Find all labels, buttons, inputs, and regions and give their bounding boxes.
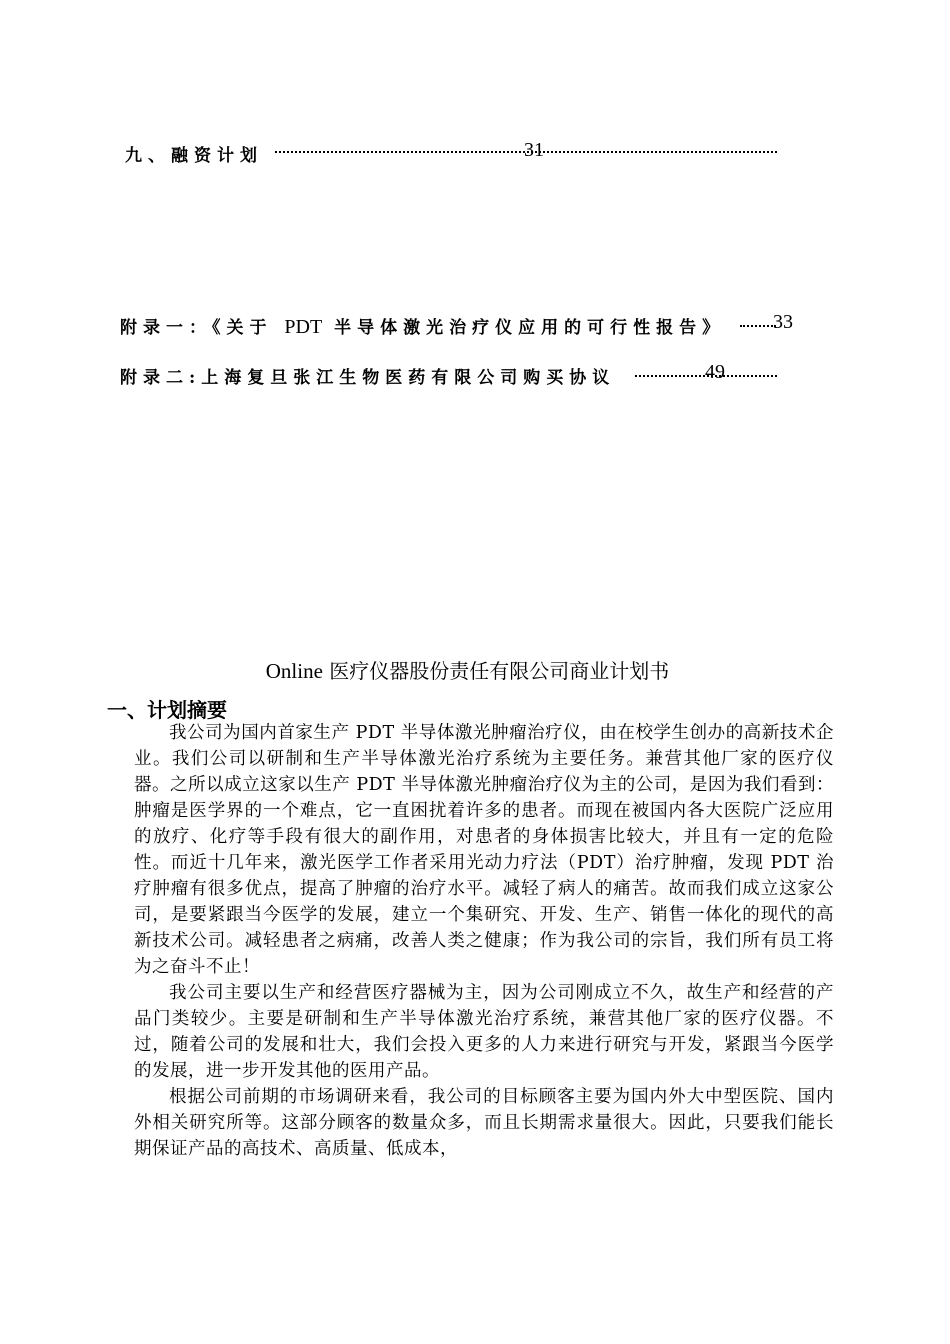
document-title: Online 医疗仪器股份责任有限公司商业计划书 xyxy=(265,659,670,683)
toc-leader-dots xyxy=(740,325,776,327)
toc-label: 附录一：《关于 PDT 半导体激光治疗仪应用的可行性报告》 xyxy=(120,316,726,338)
toc-page-number: 49 xyxy=(705,361,725,383)
toc-entry-appendix-1[interactable] xyxy=(0,311,950,341)
paragraph: 我公司主要以生产和经营医疗器械为主，因为公司刚成立不久，故生产和经营的产品门类较少。主要是研制和生产半导体激光治疗系统，兼营其他厂家的医疗仪器。不过，随着公司的发展和壮大，我们会投入更多的人力来进行研究与开发，紧跟当今医学的发展，进一步开发其他的医用产品。 xyxy=(134,983,834,1081)
paragraph: 我公司为国内首家生产 PDT 半导体激光肿瘤治疗仪，由在校学生创办的高新技术企业。我们公司以研制和生产半导体激光治疗系统为主要任务。兼营其他厂家的医疗仪器。之所以成立这家以生产 PDT 半导体激光肿瘤治疗仪为主的公司，是因为我们看到：肿瘤是医学界的一个难点，它一直困扰着许多的患者。而现在被国内各大医院广泛应用的放疗、化疗等手段有很大的副作用，对患者的身体损害比较大，并且有一定的危险性。而近十几年来，激光医学工作者采用光动力疗法（PDT）治疗肿瘤，发现 PDT 治疗肿瘤有很多优点，提高了肿瘤的治疗水平。减轻了病人的痛苦。故而我们成立这家公司，是要紧跟当今医学的发展，建立一个集研究、开发、生产、销售一体化的现代的高新技术公司。减轻患者之病痛，改善人类之健康；作为我公司的宗旨，我们所有员工将为之奋斗不止！ xyxy=(134,723,834,977)
toc-label: 九、融资计划 xyxy=(125,146,263,166)
body-text xyxy=(134,720,834,1162)
section-heading: 一、计划摘要 xyxy=(107,698,227,722)
toc-page-number: 31 xyxy=(524,139,544,161)
toc-label: 附录二:上海复旦张江生物医药有限公司购买协议 xyxy=(120,368,616,388)
toc-page-number: 33 xyxy=(773,311,793,333)
paragraph: 根据公司前期的市场调研来看，我公司的目标顾客主要为国内外大中型医院、国内外相关研究所等。这部分顾客的数量众多，而且长期需求量很大。因此，只要我们能长期保证产品的高技术、高质量、低成本， xyxy=(134,1087,834,1159)
toc-entry-appendix-2[interactable] xyxy=(0,361,950,391)
toc-entry-financing-plan[interactable] xyxy=(0,138,950,168)
